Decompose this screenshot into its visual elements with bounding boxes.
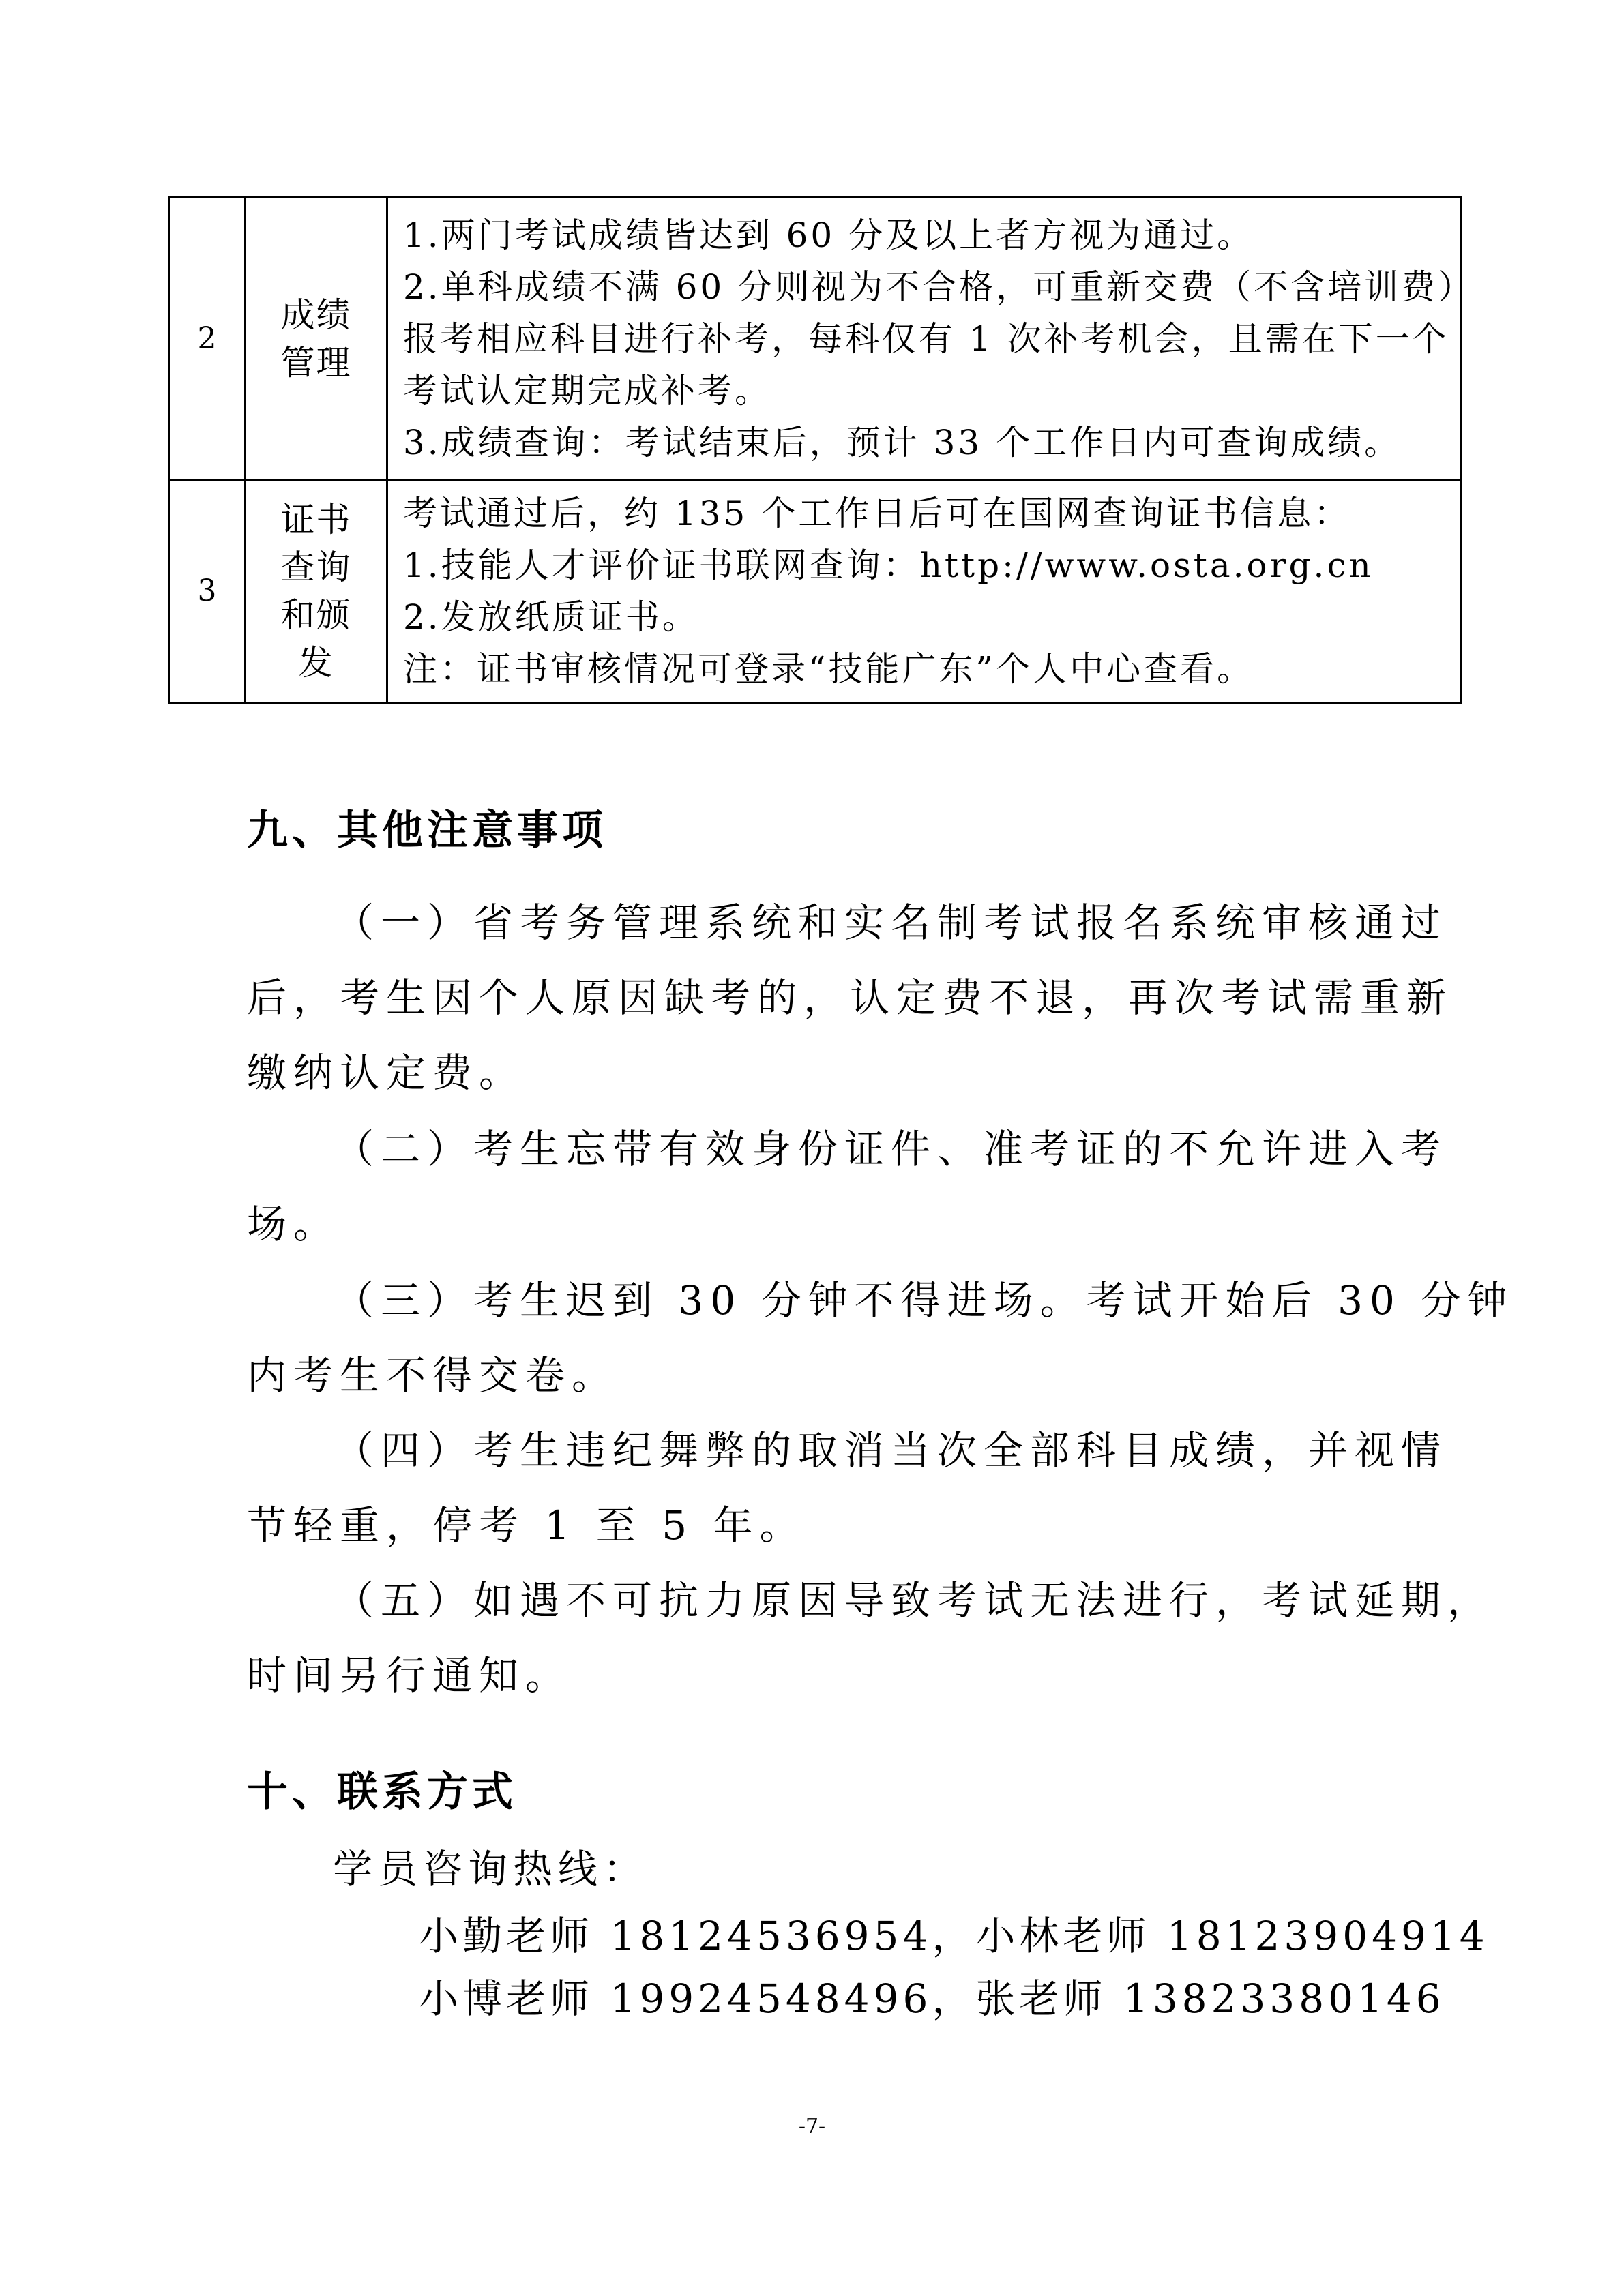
table-row bbox=[169, 480, 1461, 703]
notice-item bbox=[247, 1263, 1514, 1413]
section-heading-notes: 九、其他注意事项 bbox=[247, 807, 607, 854]
row-number: 3 bbox=[169, 480, 246, 703]
contact-line: 小博老师 19924548496，张老师 13823380146 bbox=[419, 1976, 1445, 2022]
notice-line: 节轻重，停考 1 至 5 年。 bbox=[247, 1502, 806, 1549]
item-text: 和颁 bbox=[280, 595, 352, 635]
section-heading-contact: 十、联系方式 bbox=[247, 1768, 517, 1816]
description-line: 2.发放纸质证书。 bbox=[403, 597, 699, 637]
table-row bbox=[169, 198, 1461, 480]
notice-line: （一）省考务管理系统和实名制考试报名系统审核通过 bbox=[334, 899, 1448, 946]
item-text: 查询 bbox=[280, 548, 352, 587]
description-line: 1.两门考试成绩皆达到 60 分及以上者方视为通过。 bbox=[403, 215, 1254, 255]
notice-line: （五）如遇不可抗力原因导致考试无法进行，考试延期， bbox=[334, 1577, 1494, 1624]
notice-line: （三）考生迟到 30 分钟不得进场。考试开始后 30 分钟 bbox=[334, 1277, 1514, 1324]
description-line: 注：证书审核情况可登录“技能广东”个人中心查看。 bbox=[403, 649, 1254, 689]
description-line: 考试认定期完成补考。 bbox=[403, 370, 771, 411]
notice-item bbox=[247, 1112, 1448, 1262]
notice-item bbox=[247, 885, 1453, 1110]
item-text: 管理 bbox=[280, 342, 352, 383]
item-text: 成绩 bbox=[280, 295, 352, 335]
description-line: 1.技能人才评价证书联网查询：http://www.osta.org.cn bbox=[403, 546, 1374, 585]
hotline-label: 学员咨询热线： bbox=[333, 1846, 649, 1892]
notice-item bbox=[247, 1413, 1448, 1563]
description-line: 考试通过后，约 135 个工作日后可在国网查询证书信息： bbox=[403, 494, 1351, 533]
item-text: 证书 bbox=[280, 500, 352, 539]
description-line: 报考相应科目进行补考，每科仅有 1 次补考机会，且需在下一个 bbox=[403, 318, 1449, 359]
contact-line: 小勤老师 18124536954，小林老师 18123904914 bbox=[419, 1913, 1489, 1959]
row-item bbox=[246, 198, 387, 480]
notice-line: 场。 bbox=[247, 1201, 340, 1247]
description-line: 3.成绩查询：考试结束后，预计 33 个工作日内可查询成绩。 bbox=[403, 422, 1402, 462]
exam-info-table bbox=[168, 196, 1475, 704]
notice-item bbox=[247, 1563, 1494, 1713]
notice-line: （四）考生违纪舞弊的取消当次全部科目成绩，并视情 bbox=[334, 1427, 1448, 1474]
row-description bbox=[387, 480, 1461, 703]
description-line: 2.单科成绩不满 60 分则视为不合格，可重新交费（不含培训费） bbox=[403, 267, 1475, 307]
row-number: 2 bbox=[169, 198, 246, 480]
notice-line: 缴纳认定费。 bbox=[247, 1049, 526, 1096]
notice-line: 内考生不得交卷。 bbox=[247, 1352, 619, 1399]
notice-line: （二）考生忘带有效身份证件、准考证的不允许进入考 bbox=[334, 1126, 1448, 1172]
page-number: -7- bbox=[798, 2115, 826, 2138]
item-text: 发 bbox=[298, 643, 334, 683]
row-item bbox=[246, 480, 387, 703]
notice-line: 时间另行通知。 bbox=[247, 1652, 572, 1699]
row-description bbox=[387, 198, 1475, 480]
notice-line: 后，考生因个人原因缺考的，认定费不退，再次考试需重新 bbox=[247, 974, 1453, 1021]
